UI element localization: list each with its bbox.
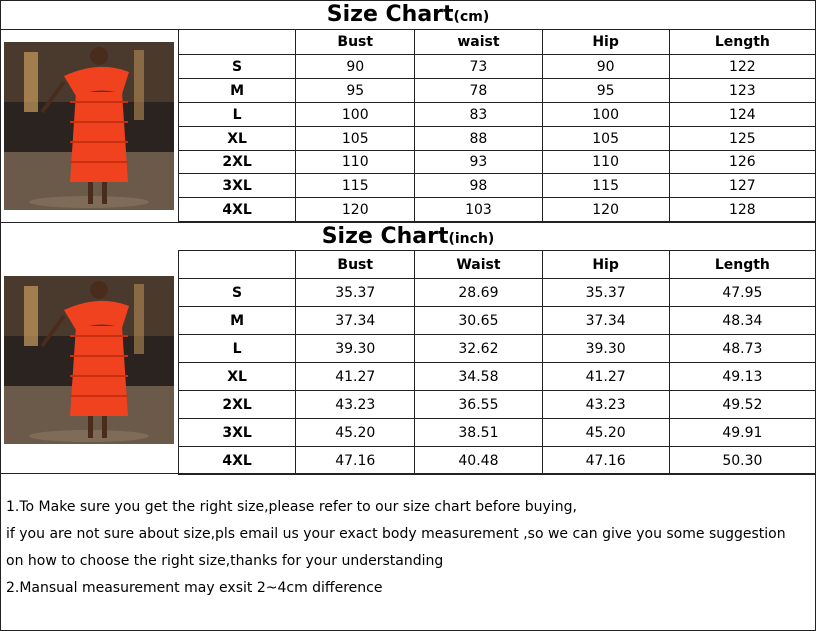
table-cell: 95 — [542, 79, 669, 103]
table-cell: 41.27 — [296, 363, 415, 391]
table-cell: 38.51 — [415, 419, 542, 447]
table-cell: 47.95 — [669, 279, 815, 307]
divider — [0, 473, 816, 474]
header-cell: waist — [415, 30, 542, 55]
table-cell: 100 — [296, 103, 415, 127]
cm-chart-title — [0, 2, 816, 27]
table-cell: 45.20 — [542, 419, 669, 447]
note-line: if you are not sure about size,pls email us your exact body measurement ,so we can give you some suggestion — [6, 526, 786, 542]
dress-model-image — [4, 276, 174, 444]
table-cell: 34.58 — [415, 363, 542, 391]
table-cell: 43.23 — [296, 391, 415, 419]
inch-title-unit: (inch) — [448, 231, 495, 247]
table-cell: 98 — [415, 174, 542, 198]
table-row — [179, 174, 816, 198]
table-cell: 115 — [542, 174, 669, 198]
header-cell: Length — [669, 30, 815, 55]
table-row — [179, 151, 816, 174]
size-label: L — [179, 335, 296, 363]
size-label: S — [179, 55, 296, 79]
table-header-row — [179, 30, 816, 55]
table-cell: 88 — [415, 127, 542, 151]
size-label: L — [179, 103, 296, 127]
table-cell: 43.23 — [542, 391, 669, 419]
table-cell: 105 — [296, 127, 415, 151]
table-row — [179, 363, 816, 391]
table-cell: 35.37 — [296, 279, 415, 307]
table-cell: 73 — [415, 55, 542, 79]
table-cell: 39.30 — [542, 335, 669, 363]
table-cell: 120 — [296, 198, 415, 222]
table-cell: 49.13 — [669, 363, 815, 391]
table-row — [179, 127, 816, 151]
table-cell: 35.37 — [542, 279, 669, 307]
table-cell: 78 — [415, 79, 542, 103]
size-label: M — [179, 79, 296, 103]
size-label: S — [179, 279, 296, 307]
table-cell: 124 — [669, 103, 815, 127]
table-cell: 49.52 — [669, 391, 815, 419]
table-cell: 49.91 — [669, 419, 815, 447]
table-header-row — [179, 251, 816, 279]
table-cell: 47.16 — [296, 447, 415, 475]
table-cell: 37.34 — [296, 307, 415, 335]
cm-size-table — [178, 29, 816, 222]
size-label: 2XL — [179, 151, 296, 174]
table-cell: 120 — [542, 198, 669, 222]
table-cell: 105 — [542, 127, 669, 151]
header-cell: Length — [669, 251, 815, 279]
table-row — [179, 103, 816, 127]
table-cell: 90 — [296, 55, 415, 79]
table-cell: 47.16 — [542, 447, 669, 475]
table-row — [179, 335, 816, 363]
table-cell: 110 — [542, 151, 669, 174]
table-row — [179, 447, 816, 475]
divider — [0, 222, 816, 223]
table-cell: 93 — [415, 151, 542, 174]
size-label: 4XL — [179, 198, 296, 222]
header-cell: Waist — [415, 251, 542, 279]
cm-title-text: Size Chart — [326, 2, 454, 27]
table-row — [179, 419, 816, 447]
table-cell: 83 — [415, 103, 542, 127]
table-cell: 50.30 — [669, 447, 815, 475]
table-cell: 28.69 — [415, 279, 542, 307]
note-line: on how to choose the right size,thanks for your understanding — [6, 553, 444, 569]
size-label: M — [179, 307, 296, 335]
inch-title-text: Size Chart — [321, 224, 449, 249]
size-label: XL — [179, 127, 296, 151]
table-cell: 45.20 — [296, 419, 415, 447]
header-cell: Hip — [542, 251, 669, 279]
table-cell: 90 — [542, 55, 669, 79]
table-row — [179, 79, 816, 103]
note-line: 2.Mansual measurement may exsit 2~4cm difference — [6, 580, 383, 596]
table-cell: 127 — [669, 174, 815, 198]
table-cell: 125 — [669, 127, 815, 151]
table-row — [179, 307, 816, 335]
table-cell: 126 — [669, 151, 815, 174]
inch-chart-title — [0, 224, 816, 249]
table-cell: 122 — [669, 55, 815, 79]
table-cell: 30.65 — [415, 307, 542, 335]
table-cell: 128 — [669, 198, 815, 222]
header-cell — [179, 251, 296, 279]
cm-title-unit: (cm) — [453, 9, 490, 25]
header-cell — [179, 30, 296, 55]
inch-size-table — [178, 250, 816, 475]
table-row — [179, 391, 816, 419]
table-cell: 40.48 — [415, 447, 542, 475]
table-cell: 48.73 — [669, 335, 815, 363]
table-cell: 123 — [669, 79, 815, 103]
size-label: 3XL — [179, 419, 296, 447]
note-line: 1.To Make sure you get the right size,please refer to our size chart before buying, — [6, 499, 577, 515]
table-cell: 115 — [296, 174, 415, 198]
table-cell: 39.30 — [296, 335, 415, 363]
size-label: XL — [179, 363, 296, 391]
table-cell: 36.55 — [415, 391, 542, 419]
dress-model-image — [4, 42, 174, 210]
table-row — [179, 198, 816, 222]
size-label: 3XL — [179, 174, 296, 198]
size-notes — [6, 494, 811, 602]
table-row — [179, 55, 816, 79]
header-cell: Bust — [296, 251, 415, 279]
table-cell: 103 — [415, 198, 542, 222]
table-cell: 100 — [542, 103, 669, 127]
table-row — [179, 279, 816, 307]
table-cell: 37.34 — [542, 307, 669, 335]
size-label: 4XL — [179, 447, 296, 475]
table-cell: 48.34 — [669, 307, 815, 335]
table-cell: 32.62 — [415, 335, 542, 363]
table-cell: 95 — [296, 79, 415, 103]
product-photo-inch — [4, 276, 174, 444]
table-cell: 41.27 — [542, 363, 669, 391]
product-photo-cm — [4, 42, 174, 210]
table-cell: 110 — [296, 151, 415, 174]
header-cell: Hip — [542, 30, 669, 55]
header-cell: Bust — [296, 30, 415, 55]
size-label: 2XL — [179, 391, 296, 419]
